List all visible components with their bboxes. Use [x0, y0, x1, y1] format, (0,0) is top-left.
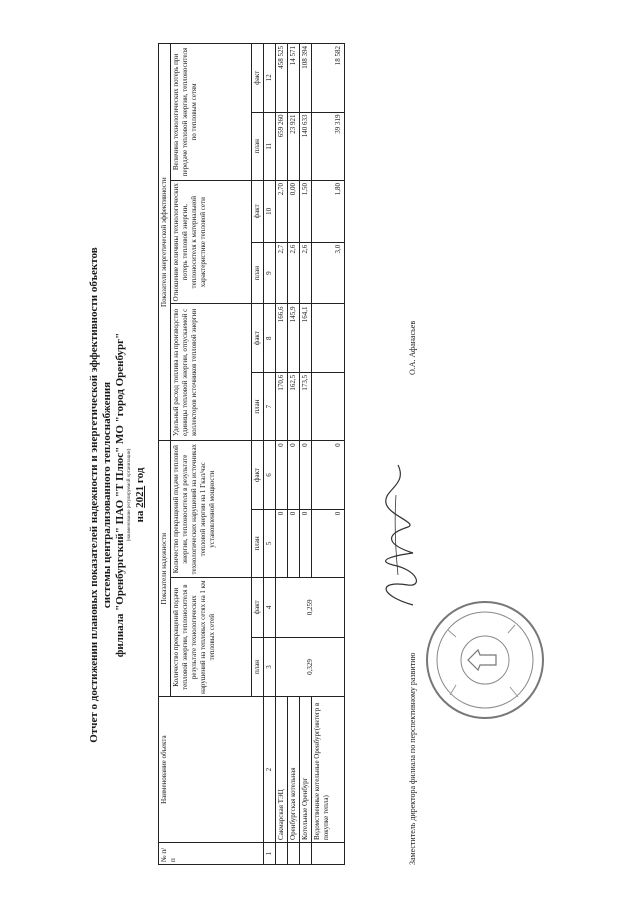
- fact-header: факт: [252, 578, 264, 638]
- col-object-header: Наименование объекта: [159, 697, 264, 843]
- cell-value: 0: [288, 441, 300, 509]
- cell-value: 140 633: [300, 112, 312, 180]
- table-header-row-1: [159, 44, 171, 865]
- signature-scribble: [368, 455, 428, 615]
- cell-value: [312, 372, 345, 440]
- cell-value: 23 921: [288, 112, 300, 180]
- cell-value: 2,7: [276, 242, 288, 304]
- cell-value: 108 394: [300, 44, 312, 113]
- year-prefix: на: [134, 510, 146, 523]
- fact-header: факт: [252, 441, 264, 509]
- year-suffix: год: [134, 467, 146, 484]
- cell-value: 0,00: [288, 180, 300, 242]
- efficiency-group-header: Показатели энергетической эффективности: [159, 44, 171, 441]
- report-title-line2: системы централизованного теплоснабжения: [101, 381, 113, 609]
- indicator-5-header: Величина технологических потерь при передаче тепловой энергии, теплоносителя по тепловым сетям: [171, 44, 252, 181]
- network-plan-value: 0,329: [276, 637, 345, 697]
- indicator-1-header: Количество прекращений подачи тепловой энергии, теплоносителя в результате технологических нарушений на тепловых сетях на 1 км тепловых сетей: [171, 578, 252, 697]
- fact-header: факт: [252, 304, 264, 372]
- report-year-line: [133, 185, 147, 805]
- column-number: 2: [264, 697, 276, 843]
- indicators-table: [158, 43, 345, 865]
- plan-header: план: [252, 112, 264, 180]
- reliability-group-header: Показатели надежности: [159, 441, 171, 697]
- cell-value: 659 260: [276, 112, 288, 180]
- column-number: 1: [264, 842, 276, 864]
- column-number: 7: [264, 372, 276, 440]
- column-number: 6: [264, 441, 276, 509]
- col-number-header: № п/п: [159, 842, 264, 864]
- column-number: 9: [264, 242, 276, 304]
- indicator-3-header: Удельный расход топлива на производство единицы тепловой энергии, отпускаемой с коллекторов источников тепловой энергии: [171, 304, 252, 441]
- cell-value: 164,1: [300, 304, 312, 372]
- organization-line: филиала "Оренбургский" ПАО "Т Плюс" МО "город Оренбург": [114, 332, 126, 658]
- year-value: 2021: [134, 485, 146, 508]
- cell-value: 145,9: [288, 304, 300, 372]
- cell-value: 18 582: [312, 44, 345, 113]
- table-row: [276, 44, 288, 865]
- fact-header: факт: [252, 180, 264, 242]
- column-numbers-row: [264, 44, 276, 865]
- cell-value: 2,6: [300, 242, 312, 304]
- cell-value: 166,6: [276, 304, 288, 372]
- cell-value: 2,6: [288, 242, 300, 304]
- object-name: Котельные Оренбург: [300, 697, 312, 843]
- organization-caption: (наименование регулируемой организации): [127, 448, 132, 542]
- object-name: Ведомственные котельные Оренбург(интегр в покупке тепла): [312, 697, 345, 843]
- indicator-2-header: Количество прекращений подачи тепловой энергии, теплоносителя в результате технологических нарушений на источниках тепловой энергии на 1 Гкал/час установленной мощности: [171, 441, 252, 578]
- plan-header: план: [252, 242, 264, 304]
- round-seal-stamp: [420, 595, 550, 725]
- cell-value: 1,50: [300, 180, 312, 242]
- signer-name: О.А. Афанасьев: [408, 320, 417, 375]
- cell-value: 0: [300, 441, 312, 509]
- column-number: 4: [264, 578, 276, 638]
- table-row: [312, 44, 345, 865]
- cell-value: 2,70: [276, 180, 288, 242]
- column-number: 8: [264, 304, 276, 372]
- column-number: 5: [264, 509, 276, 577]
- object-name: Оренбургская котельная: [288, 697, 300, 843]
- cell-value: 170,6: [276, 372, 288, 440]
- cell-value: 0: [276, 509, 288, 577]
- plan-header: план: [252, 637, 264, 697]
- cell-value: 0: [288, 509, 300, 577]
- object-name: Сакмарская ТЭЦ: [276, 697, 288, 843]
- indicator-4-header: Отношение величины технологических потерь тепловой энергии, теплоносителя к материальной характеристике тепловой сети: [171, 180, 252, 304]
- cell-value: 14 571: [288, 44, 300, 113]
- table-row: [300, 44, 312, 865]
- cell-value: 173,5: [300, 372, 312, 440]
- report-header: [88, 185, 147, 805]
- cell-value: 0: [312, 509, 345, 577]
- cell-value: 3,0: [312, 242, 345, 304]
- cell-value: 458 525: [276, 44, 288, 113]
- cell-value: 0: [300, 509, 312, 577]
- column-number: 11: [264, 112, 276, 180]
- cell-value: 39 319: [312, 112, 345, 180]
- cell-value: 1,80: [312, 180, 345, 242]
- column-number: 3: [264, 637, 276, 697]
- plan-header: план: [252, 509, 264, 577]
- network-fact-value: 0,259: [276, 578, 345, 638]
- table-row: [288, 44, 300, 865]
- report-title-line1: Отчет о достижении плановых показателей надежности и энергетической эффективности объектов: [88, 247, 100, 743]
- plan-header: план: [252, 372, 264, 440]
- cell-value: 0: [276, 441, 288, 509]
- cell-value: 162,5: [288, 372, 300, 440]
- signer-title: Заместитель директора филиала по перспективному развитию: [408, 652, 417, 865]
- column-number: 12: [264, 44, 276, 113]
- cell-value: 0: [312, 441, 345, 509]
- fact-header: факт: [252, 44, 264, 113]
- column-number: 10: [264, 180, 276, 242]
- cell-value: [312, 304, 345, 372]
